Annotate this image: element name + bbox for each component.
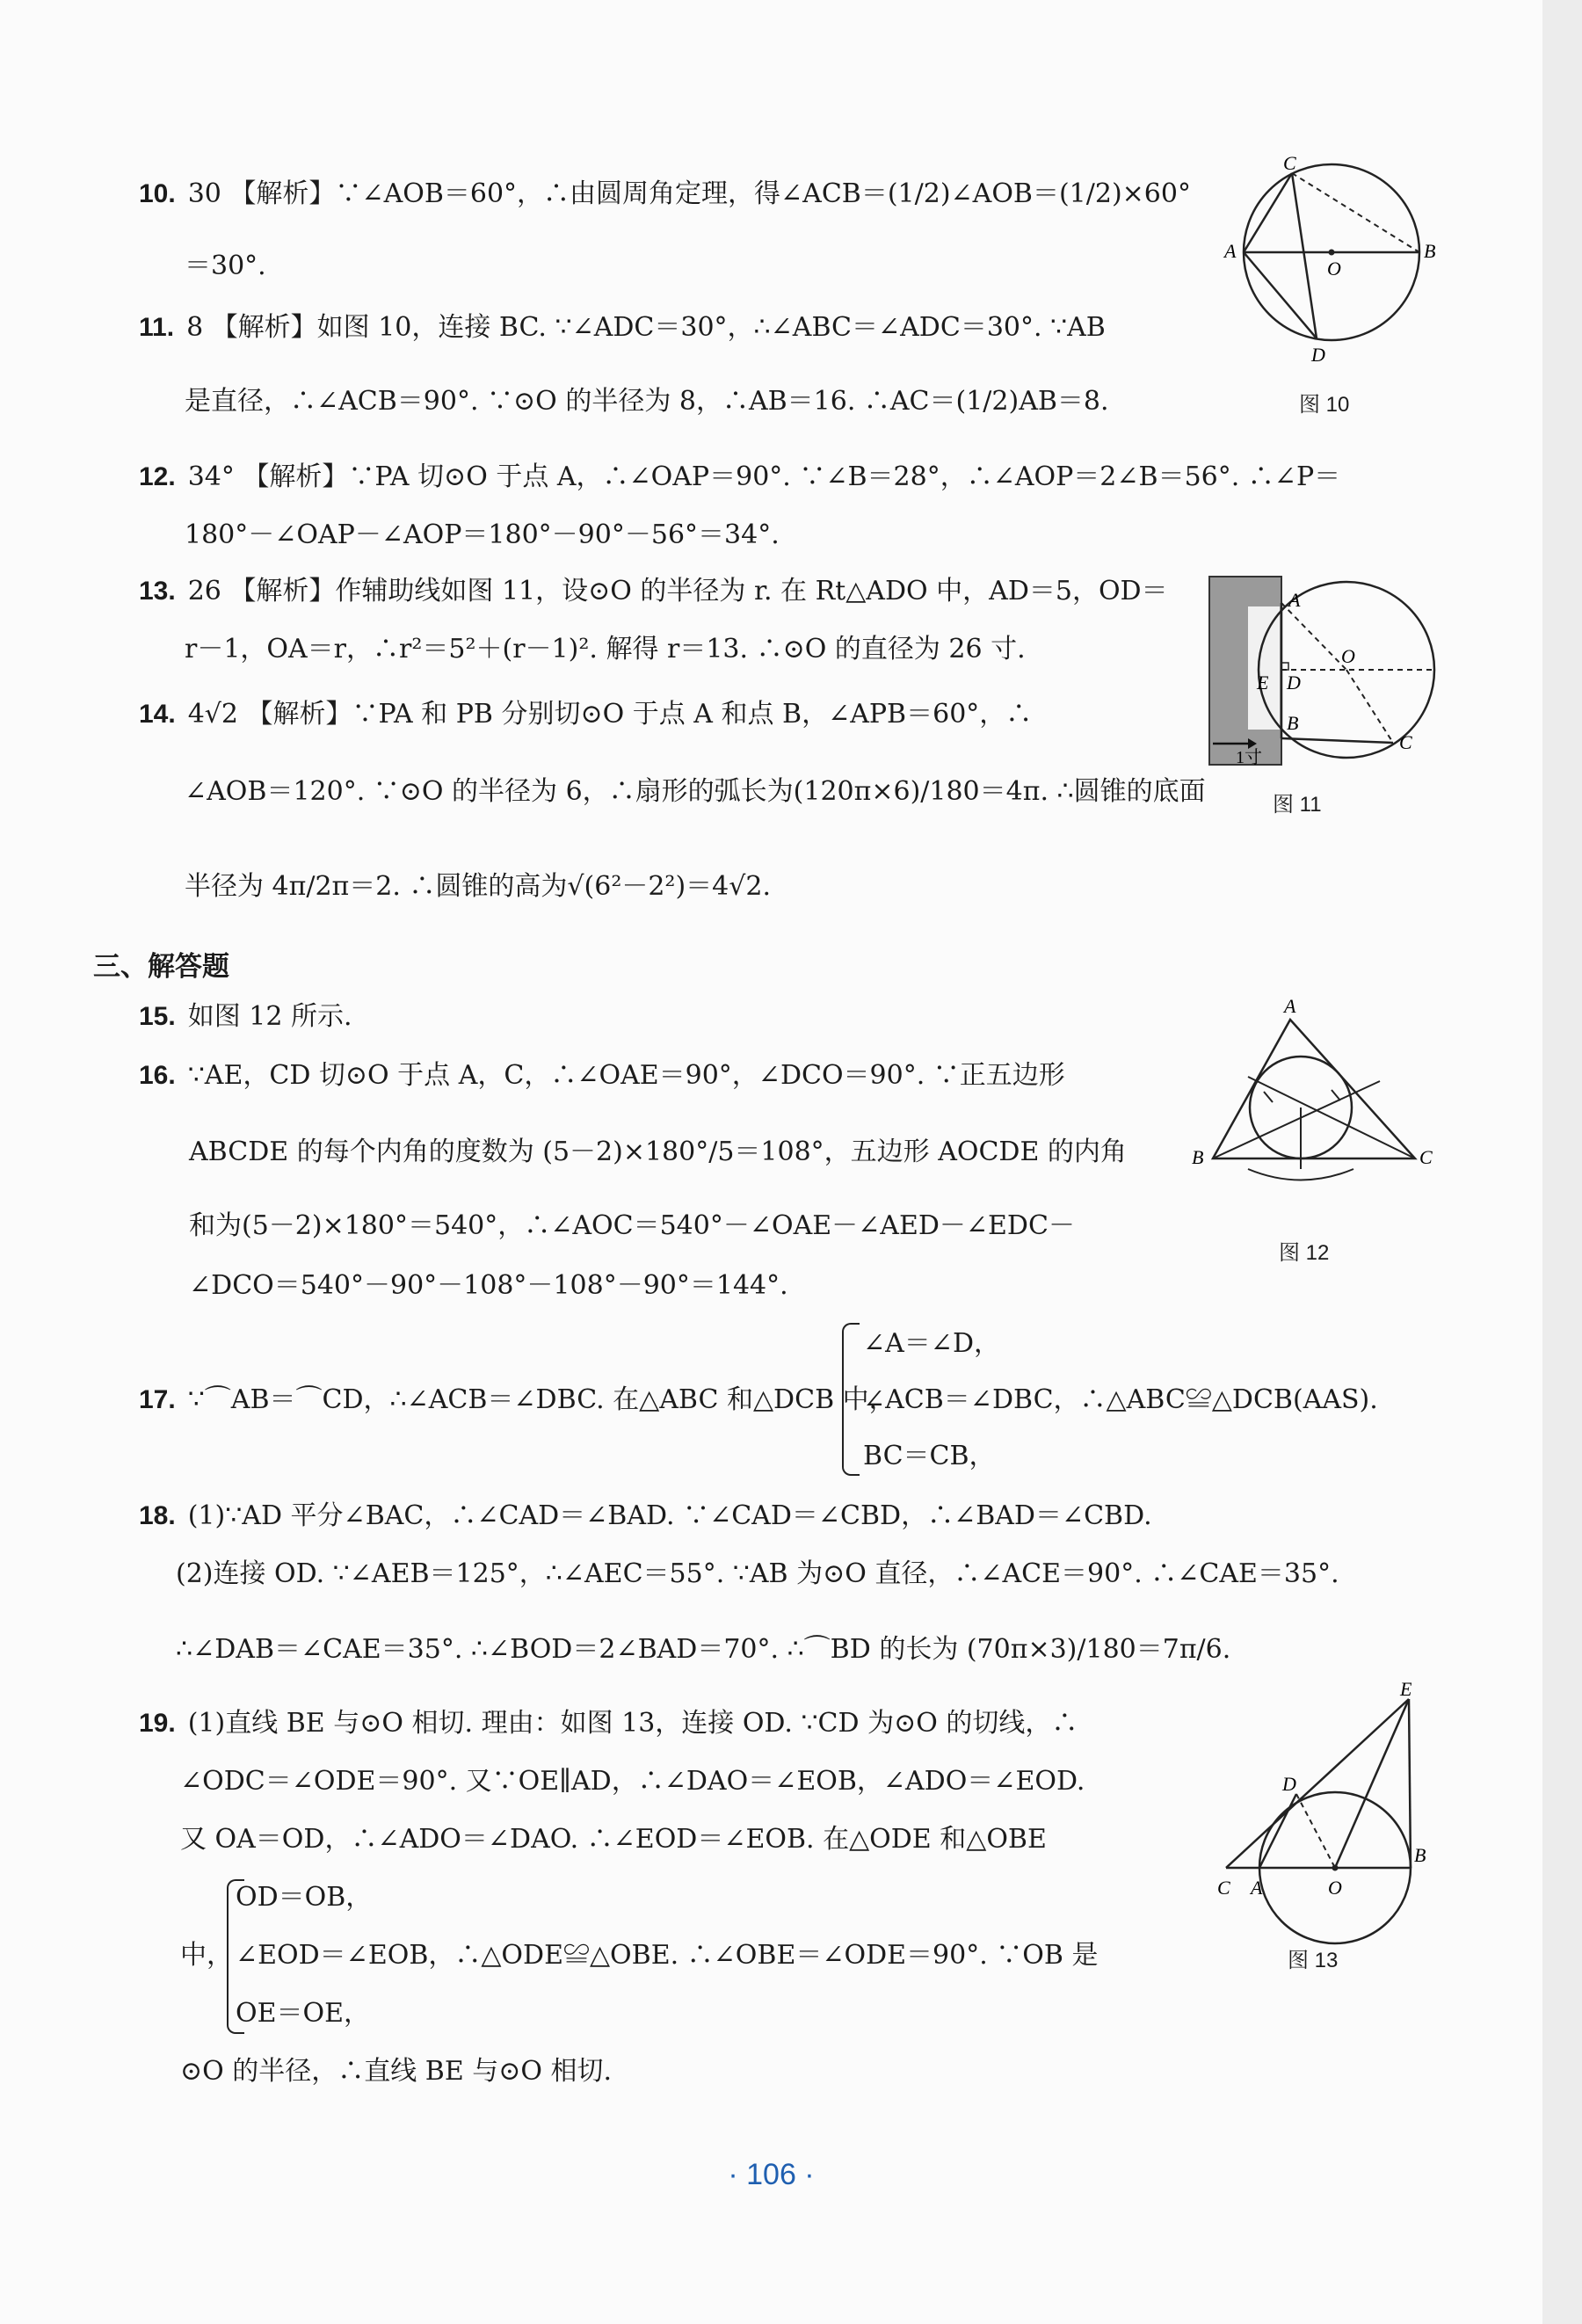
- answer-17-condition-3: BC＝CB，: [863, 1441, 996, 1471]
- answer-13-line-1: 13. 26 【解析】作辅助线如图 11，设⊙O 的半径为 r. 在 Rt△ADO 中，AD＝5，OD＝: [139, 573, 1168, 610]
- figure-11-caption: 图 11: [1273, 793, 1322, 817]
- answer-16-line-4: ∠DCO＝540°－90°－108°－108°－90°＝144°.: [189, 1270, 788, 1301]
- fig13-label-c: C: [1217, 1877, 1230, 1899]
- answer-17-condition-2: ∠ACB＝∠DBC，∴△ABC≌△DCB(AAS).: [863, 1384, 1378, 1415]
- answer-11-number: 11.: [139, 313, 175, 342]
- answer-18-line-3: ∴∠DAB＝∠CAE＝35°. ∴∠BOD＝2∠BAD＝70°. ∴⌒BD 的长为 (70π×3)/180＝7π/6.: [176, 1634, 1231, 1665]
- answer-12-line-2: 180°－∠OAP－∠AOP＝180°－90°－56°＝34°.: [185, 519, 780, 550]
- fig12-arc-marks: [1264, 1090, 1340, 1102]
- fig10-center-point: [1329, 250, 1335, 256]
- figure-12-diagram: [1186, 993, 1441, 1195]
- fig10-label-c: C: [1283, 152, 1296, 174]
- answer-17-main: 17. ∵⌒AB＝⌒CD，∴∠ACB＝∠DBC. 在△ABC 和△DCB 中，: [139, 1382, 896, 1419]
- fig12-triangle: [1213, 1020, 1415, 1158]
- fig10-label-o: O: [1327, 258, 1341, 280]
- answer-14-line-1: 14. 4√2 【解析】∵PA 和 PB 分别切⊙O 于点 A 和点 B，∠APB＝60°，∴: [139, 696, 1032, 733]
- fig13-label-d: D: [1282, 1773, 1296, 1795]
- figure-13-diagram: [1208, 1678, 1446, 1929]
- answer-12-line-1: 12. 34° 【解析】∵PA 切⊙O 于点 A，∴∠OAP＝90°. ∵∠B＝28°，∴∠AOP＝2∠B＝56°. ∴∠P＝: [139, 459, 1340, 496]
- fig12-label-b: B: [1192, 1146, 1204, 1168]
- page-edge: [1542, 0, 1582, 2324]
- figure-12-caption: 图 12: [1279, 1241, 1330, 1265]
- figure-10-caption: 图 10: [1299, 393, 1350, 417]
- fig12-label-a: A: [1284, 995, 1296, 1017]
- answer-11-line-1: 11. 8 【解析】如图 10，连接 BC. ∵∠ADC＝30°，∴∠ABC＝∠ADC＝30°. ∵AB: [139, 309, 1106, 346]
- answer-19-line-3: 又 OA＝OD，∴∠ADO＝∠DAO. ∴∠EOD＝∠EOB. 在△ODE 和△OBE: [180, 1824, 1047, 1855]
- fig11-label-c: C: [1399, 731, 1412, 753]
- answer-18-number: 18.: [139, 1501, 176, 1530]
- fig12-bisector-c: [1248, 1077, 1415, 1158]
- fig13-label-e: E: [1400, 1678, 1412, 1700]
- answer-15-line: 15. 如图 12 所示.: [139, 999, 352, 1035]
- fig11-label-unit: 1寸: [1236, 748, 1262, 767]
- answer-19-number: 19.: [139, 1709, 176, 1738]
- page-number: · 106 ·: [728, 2158, 815, 2191]
- answer-10-line-2: ＝30°.: [185, 251, 266, 281]
- fig11-dashed-oc: [1346, 670, 1393, 743]
- answer-18-line-2: (2)连接 OD. ∵∠AEB＝125°，∴∠AEC＝55°. ∵AB 为⊙O 直径，∴∠ACE＝90°. ∴∠CAE＝35°.: [176, 1558, 1339, 1589]
- fig12-bisector-b: [1213, 1081, 1380, 1158]
- fig13-line-oe: [1335, 1699, 1409, 1868]
- fig13-label-b: B: [1414, 1844, 1426, 1866]
- answer-16-number: 16.: [139, 1061, 176, 1090]
- answer-17-condition-1: ∠A＝∠D，: [863, 1328, 1000, 1359]
- section-heading: 三、解答题: [93, 951, 229, 983]
- answer-14-line-3: 半径为 4π/2π＝2. ∴圆锥的高为√(6²－2²)＝4√2.: [185, 871, 771, 902]
- fig13-line-ce: [1226, 1699, 1409, 1868]
- fig13-label-o: O: [1328, 1877, 1342, 1899]
- fig11-label-a: A: [1288, 589, 1301, 611]
- answer-19-line-4: ⊙O 的半径，∴直线 BE 与⊙O 相切.: [180, 2056, 613, 2087]
- answer-13-number: 13.: [139, 577, 176, 606]
- answer-12-number: 12.: [139, 462, 176, 491]
- fig12-label-c: C: [1419, 1146, 1433, 1168]
- answer-16-line-2: ABCDE 的每个内角的度数为 (5－2)×180°/5＝108°，五边形 AOCDE 的内角: [189, 1137, 1127, 1167]
- fig11-label-b: B: [1287, 712, 1299, 734]
- fig11-dashed-ao: [1281, 603, 1346, 670]
- fig11-label-o: O: [1341, 645, 1355, 667]
- fig11-label-e: E: [1257, 672, 1269, 694]
- answer-19-line-2: ∠ODC＝∠ODE＝90°. 又∵OE∥AD，∴∠DAO＝∠EOB，∠ADO＝∠EOD.: [180, 1766, 1085, 1797]
- fig10-label-d: D: [1311, 344, 1325, 366]
- answer-10-line-1: 10. 30 【解析】∵∠AOB＝60°，∴由圆周角定理，得∠ACB＝(1/2)∠AOB＝(1/2)×60°: [139, 176, 1191, 213]
- fig13-center-point: [1332, 1865, 1339, 1871]
- figure-10-diagram: [1222, 152, 1436, 366]
- figure-13-caption: 图 13: [1288, 1949, 1339, 1972]
- answer-14-number: 14.: [139, 700, 176, 729]
- answer-14-line-2: ∠AOB＝120°. ∵⊙O 的半径为 6，∴扇形的弧长为(120π×6)/180＝4π. ∴圆锥的底面: [185, 776, 1206, 807]
- answer-10-number: 10.: [139, 179, 176, 208]
- answer-19-condition-2: ∠EOD＝∠EOB，∴△ODE≌△OBE. ∴∠OBE＝∠ODE＝90°. ∵OB 是: [236, 1940, 1099, 1971]
- fig13-label-a: A: [1251, 1877, 1263, 1899]
- answer-17-brace: [842, 1323, 860, 1476]
- fig10-dashed-cb: [1292, 173, 1419, 252]
- answer-19-line-1: 19. (1)直线 BE 与⊙O 相切. 理由：如图 13，连接 OD. ∵CD 为⊙O 的切线，∴: [139, 1705, 1078, 1742]
- answer-16-line-3: 和为(5－2)×180°＝540°，∴∠AOC＝540°－∠OAE－∠AED－∠EDC－: [189, 1210, 1075, 1241]
- answer-15-number: 15.: [139, 1002, 176, 1031]
- answer-19-condition-3: OE＝OE，: [236, 1998, 370, 2029]
- fig11-gap: [1248, 606, 1280, 730]
- answer-16-line-1: 16. ∵AE，CD 切⊙O 于点 A，C，∴∠OAE＝90°，∠DCO＝90°. ∵正五边形: [139, 1057, 1065, 1094]
- fig10-chord-ac: [1244, 173, 1292, 252]
- fig10-label-a: A: [1224, 240, 1237, 262]
- figure-11-diagram: [1204, 571, 1441, 773]
- answer-17-number: 17.: [139, 1385, 176, 1414]
- fig13-dashed-od: [1296, 1794, 1335, 1868]
- fig13-line-eb: [1409, 1699, 1411, 1868]
- answer-13-line-2: r－1，OA＝r，∴r²＝5²＋(r－1)². 解得 r＝13. ∴⊙O 的直径为 26 寸.: [185, 634, 1026, 665]
- answer-11-line-2: 是直径，∴∠ACB＝90°. ∵⊙O 的半径为 8，∴AB＝16. ∴AC＝(1/2)AB＝8.: [185, 386, 1109, 417]
- fig12-arc: [1248, 1169, 1353, 1180]
- answer-19-mid-prefix: 中，: [180, 1940, 233, 1971]
- fig11-label-d: D: [1287, 672, 1301, 694]
- answer-18-line-1: 18. (1)∵AD 平分∠BAC，∴∠CAD＝∠BAD. ∵∠CAD＝∠CBD，∴∠BAD＝∠CBD.: [139, 1498, 1152, 1535]
- fig10-label-b: B: [1424, 240, 1436, 262]
- answer-19-condition-1: OD＝OB，: [236, 1882, 373, 1913]
